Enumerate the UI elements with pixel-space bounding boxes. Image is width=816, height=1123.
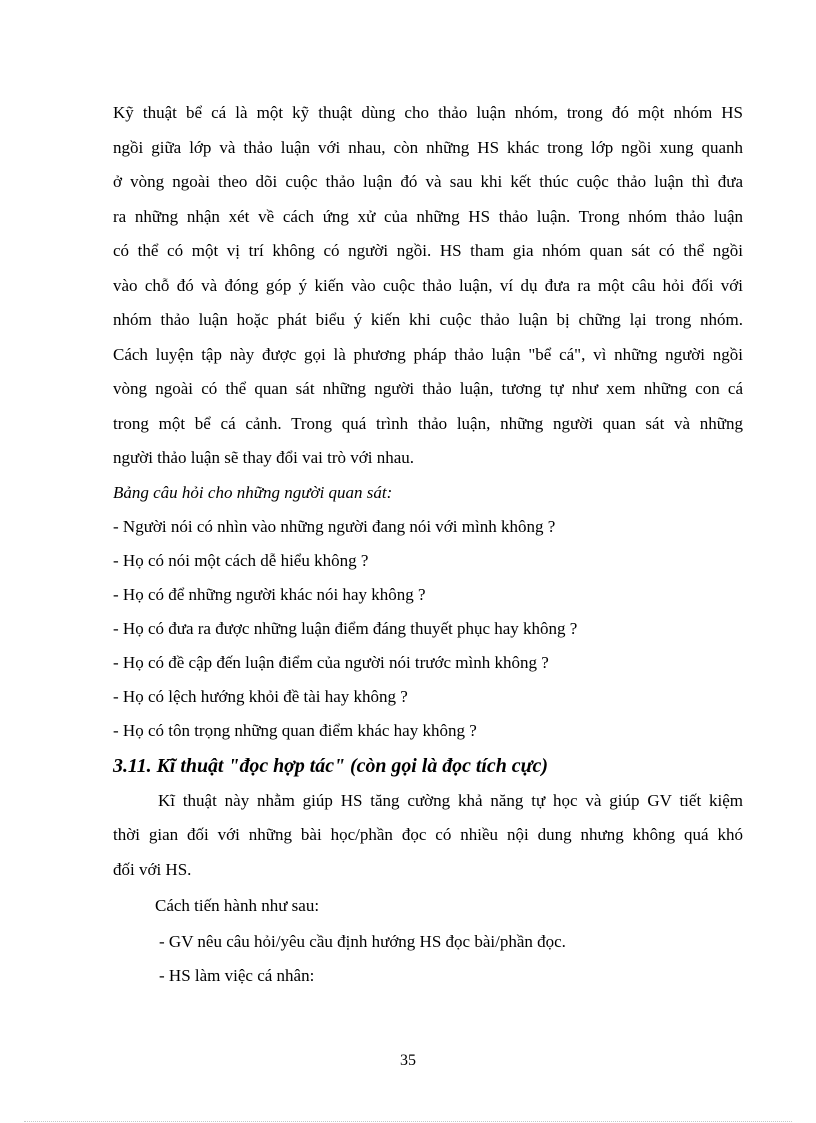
question-item: - Người nói có nhìn vào những người đang nói với mình không ? bbox=[113, 516, 556, 536]
question-item: - Họ có đề cập đến luận điểm của người nói trước mình không ? bbox=[113, 652, 549, 672]
step-item: - GV nêu câu hỏi/yêu cầu định hướng HS đọc bài/phần đọc. bbox=[159, 932, 566, 951]
text-line: đối với HS. bbox=[113, 859, 192, 879]
page-content bbox=[113, 96, 743, 993]
section-heading: 3.11. Kĩ thuật "đọc hợp tác" (còn gọi là đọc tích cực) bbox=[113, 754, 548, 777]
text-line: ra những nhận xét về cách ứng xử của những HS thảo luận. Trong nhóm thảo luận bbox=[113, 206, 743, 226]
question-item: - Họ có lệch hướng khỏi đề tài hay không ? bbox=[113, 686, 408, 706]
intro-paragraph bbox=[113, 96, 743, 476]
text-line: có thể có một vị trí không có người ngồi. HS tham gia nhóm quan sát có thể ngồi bbox=[113, 241, 743, 260]
question-item: - Họ có nói một cách dễ hiểu không ? bbox=[113, 550, 369, 570]
text-line: người thảo luận sẽ thay đổi vai trò với nhau. bbox=[113, 448, 415, 467]
text-line: ở vòng ngoài theo dõi cuộc thảo luận đó và sau khi kết thúc cuộc thảo luận thì đưa bbox=[113, 172, 743, 191]
steps-list bbox=[113, 925, 743, 993]
text-line: Cách luyện tập này được gọi là phương pháp thảo luận "bể cá", vì những người ngồi bbox=[113, 344, 743, 364]
page-number: 35 bbox=[400, 1052, 416, 1069]
text-line: vào chỗ đó và đóng góp ý kiến vào cuộc thảo luận, ví dụ đưa ra một câu hỏi đối với bbox=[113, 275, 743, 295]
text-line: Kỹ thuật bể cá là một kỹ thuật dùng cho thảo luận nhóm, trong đó một nhóm HS bbox=[113, 103, 743, 122]
text-line: ngồi giữa lớp và thảo luận với nhau, còn những HS khác trong lớp ngồi xung quanh bbox=[113, 137, 743, 157]
section-paragraph bbox=[113, 784, 743, 888]
text-line: Kĩ thuật này nhằm giúp HS tăng cường khả năng tự học và giúp GV tiết kiệm bbox=[158, 790, 743, 810]
text-line: thời gian đối với những bài học/phần đọc có nhiều nội dung nhưng không quá khó bbox=[113, 825, 743, 844]
steps-intro: Cách tiến hành như sau: bbox=[155, 896, 320, 915]
text-line: trong một bể cá cảnh. Trong quá trình thảo luận, những người quan sát và những bbox=[113, 413, 743, 433]
questions-title: Bảng câu hỏi cho những người quan sát: bbox=[113, 482, 393, 502]
step-item: - HS làm việc cá nhân: bbox=[159, 966, 315, 985]
text-line: nhóm thảo luận hoặc phát biểu ý kiến khi cuộc thảo luận bị chững lại trong nhóm. bbox=[113, 310, 743, 329]
questions-list bbox=[113, 510, 743, 748]
text-line: vòng ngoài có thể quan sát những người thảo luận, tương tự như xem những con cá bbox=[113, 379, 743, 398]
question-item: - Họ có để những người khác nói hay không ? bbox=[113, 584, 426, 604]
question-item: - Họ có tôn trọng những quan điểm khác hay không ? bbox=[113, 720, 477, 740]
page-bottom-divider bbox=[24, 1121, 792, 1122]
question-item: - Họ có đưa ra được những luận điểm đáng thuyết phục hay không ? bbox=[113, 618, 578, 638]
